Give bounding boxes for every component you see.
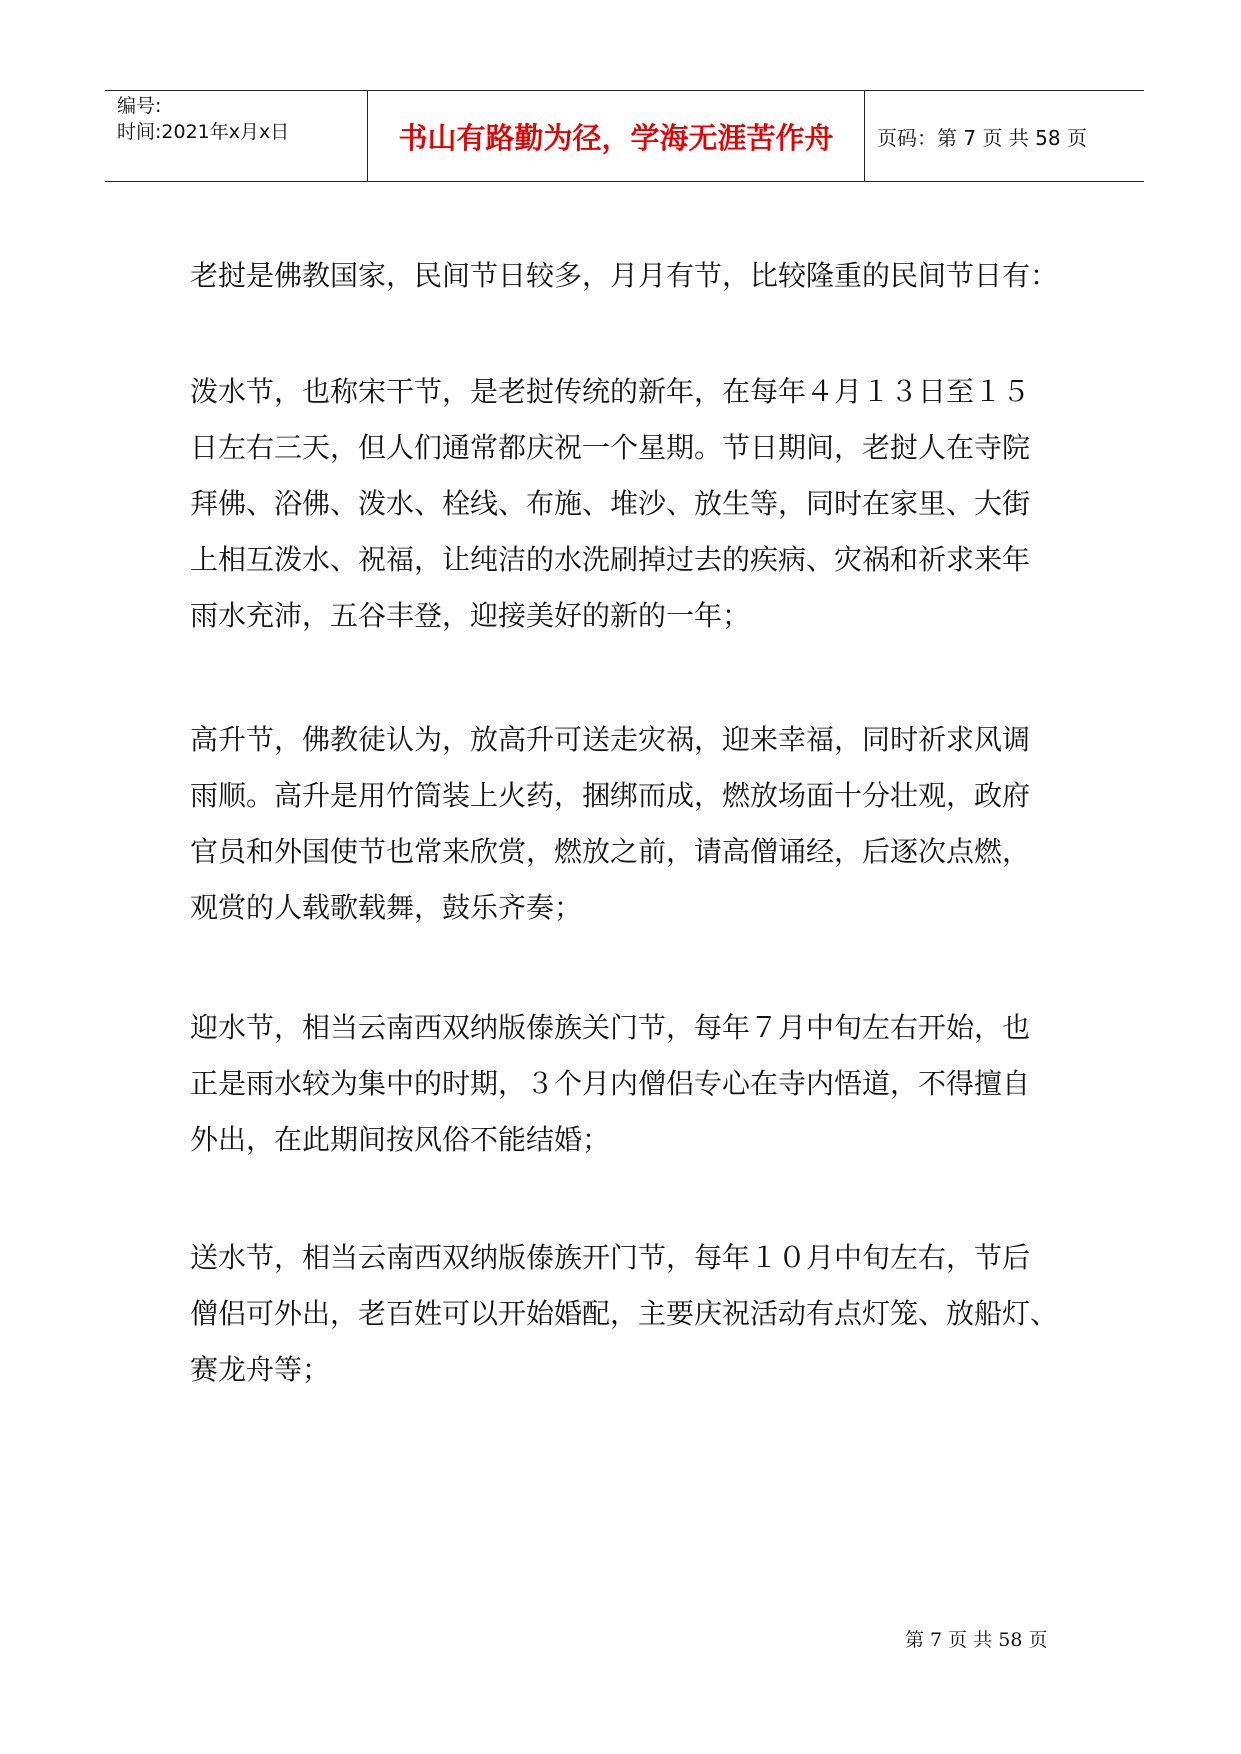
text-line: 泼水节，也称宋干节，是老挝传统的新年，在每年４月１３日至１５ (190, 375, 1031, 408)
paragraph-intro (190, 248, 1070, 304)
text-line: 送水节，相当云南西双纳版傣族开门节，每年１０月中旬左右，节后 (190, 1241, 1031, 1274)
serial-number-label: 编号: (117, 95, 162, 117)
paragraph-water-festival (190, 364, 1070, 644)
text-line: 拜佛、浴佛、泼水、栓线、布施、堆沙、放生等，同时在家里、大街 (190, 487, 1031, 520)
text-line: 雨顺。高升是用竹筒装上火药，捆绑而成，燃放场面十分壮观，政府 (190, 779, 1031, 812)
text-line: 上相互泼水、祝福，让纯洁的水洗刷掉过去的疾病、灾祸和祈求来年 (190, 543, 1031, 576)
header-meta-cell (105, 91, 368, 181)
paragraph-welcome-water-festival (190, 1000, 1070, 1168)
text-line: 官员和外国使节也常来欣赏，燃放之前，请高僧诵经，后逐次点燃， (190, 835, 1031, 868)
text-line: 僧侣可外出，老百姓可以开始婚配，主要庆祝活动有点灯笼、放船灯、 (190, 1297, 1059, 1330)
document-header (105, 90, 1144, 182)
header-motto-cell (368, 91, 865, 181)
text-line: 外出，在此期间按风俗不能结婚； (190, 1123, 611, 1156)
paragraph-farewell-water-festival (190, 1230, 1070, 1398)
header-motto: 书山有路勤为径，学海无涯苦作舟 (398, 120, 834, 155)
header-page-cell (865, 91, 1144, 181)
text-line: 观赏的人载歌载舞，鼓乐齐奏； (190, 891, 583, 924)
text-line: 日左右三天，但人们通常都庆祝一个星期。节日期间，老挝人在寺院 (190, 431, 1031, 464)
text-line: 赛龙舟等； (190, 1353, 331, 1386)
header-page-number: 页码：第 7 页 共 58 页 (877, 125, 1087, 150)
page-footer (905, 1625, 1047, 1652)
paragraph-rocket-festival (190, 712, 1070, 936)
footer-page-number: 第 7 页 共 58 页 (905, 1629, 1048, 1651)
text-line: 雨水充沛，五谷丰登，迎接美好的新的一年； (190, 599, 751, 632)
text-line: 高升节，佛教徒认为，放高升可送走灾祸，迎来幸福，同时祈求风调 (190, 723, 1031, 756)
text-line: 迎水节，相当云南西双纳版傣族关门节，每年７月中旬左右开始，也 (190, 1011, 1031, 1044)
date-label: 时间:2021年x月x日 (117, 121, 290, 143)
text-line: 老挝是佛教国家，民间节日较多，月月有节，比较隆重的民间节日有： (190, 259, 1059, 292)
text-line: 正是雨水较为集中的时期，３个月内僧侣专心在寺内悟道，不得擅自 (190, 1067, 1031, 1100)
